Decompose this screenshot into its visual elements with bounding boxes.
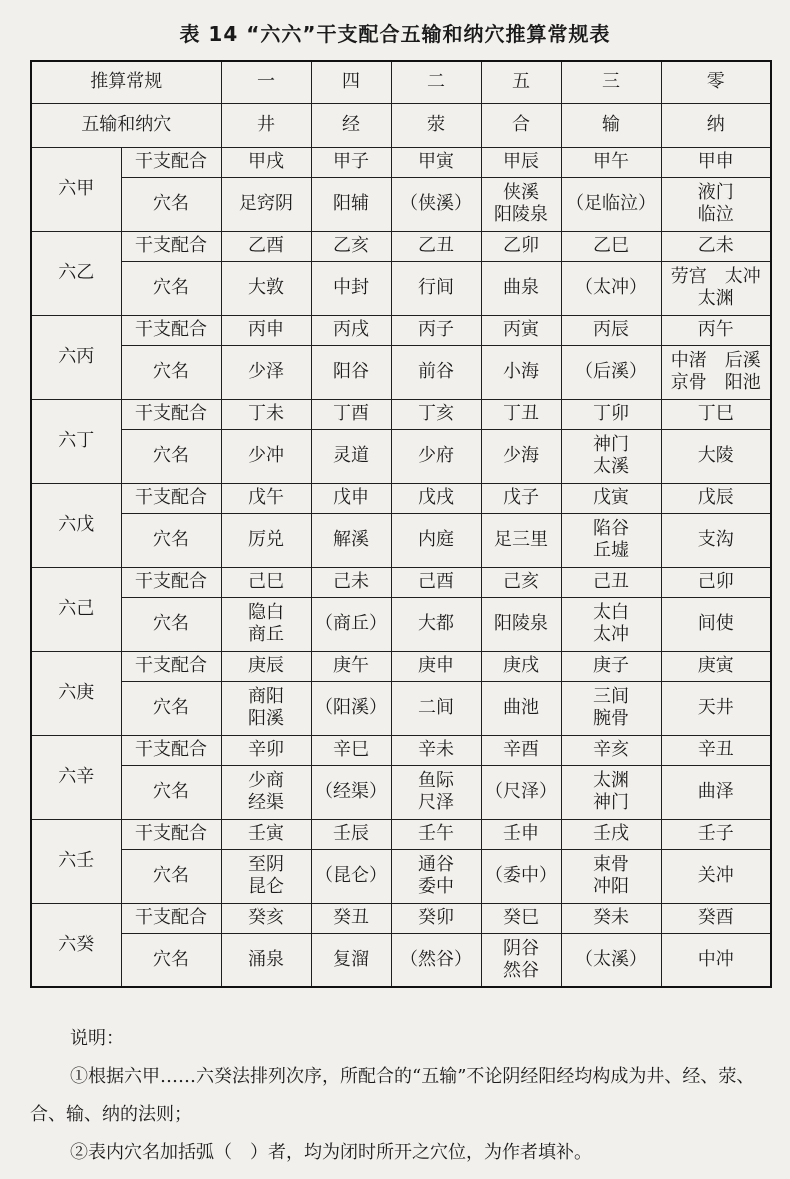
xue-name: 丘墟 <box>593 540 629 561</box>
ganzhi-cell: 癸酉 <box>661 903 771 933</box>
ganzhi-row <box>31 903 771 933</box>
ganzhi-row <box>31 567 771 597</box>
ganzhi-cell: 乙酉 <box>221 231 311 261</box>
xue-cell <box>481 429 561 483</box>
ganzhi-cell: 庚子 <box>561 651 661 681</box>
xue-name: （太溪） <box>575 948 647 970</box>
xue-name: （阳溪） <box>315 697 387 718</box>
xue-name: 太渊 <box>593 770 629 791</box>
wushu-cell: 经 <box>311 103 391 147</box>
ganzhi-cell: 戊子 <box>481 483 561 513</box>
xue-name: 太冲 <box>593 624 629 645</box>
xue-name: 神门 <box>593 792 629 813</box>
xue-cell <box>481 933 561 987</box>
xue-cell <box>661 345 771 399</box>
xue-name: 解溪 <box>333 529 369 550</box>
ganzhi-cell: 丁丑 <box>481 399 561 429</box>
xue-label: 穴名 <box>121 765 221 819</box>
wushu-table <box>30 60 772 988</box>
xue-name: 侠溪 <box>503 182 539 203</box>
xue-name: 陷谷 <box>593 518 629 539</box>
xue-cell <box>221 177 311 231</box>
xue-cell <box>661 597 771 651</box>
xue-cell <box>661 429 771 483</box>
xue-name: 商阳 <box>248 686 284 707</box>
ganzhi-cell: 己卯 <box>661 567 771 597</box>
ganzhi-cell: 己酉 <box>391 567 481 597</box>
xue-cell <box>311 597 391 651</box>
xue-name: 阳谷 <box>333 361 369 382</box>
xue-name: 通谷 <box>418 854 454 875</box>
xue-name: 太溪 <box>593 456 629 477</box>
ganzhi-label: 干支配合 <box>121 735 221 765</box>
xue-row <box>31 345 771 399</box>
xue-row <box>31 429 771 483</box>
xue-name: 三间 <box>593 686 629 707</box>
ganzhi-cell: 癸丑 <box>311 903 391 933</box>
header-row <box>31 61 771 103</box>
wushu-cell: 输 <box>561 103 661 147</box>
xue-label: 穴名 <box>121 261 221 315</box>
xue-row <box>31 513 771 567</box>
ganzhi-cell: 乙丑 <box>391 231 481 261</box>
xue-name: 中冲 <box>697 948 734 970</box>
xue-cell <box>221 681 311 735</box>
ganzhi-cell: 己丑 <box>561 567 661 597</box>
xue-name: 少海 <box>503 445 539 466</box>
ganzhi-cell: 戊寅 <box>561 483 661 513</box>
ganzhi-cell: 戊申 <box>311 483 391 513</box>
xue-cell <box>481 345 561 399</box>
xue-name: （尺泽） <box>485 781 557 802</box>
xue-row <box>31 849 771 903</box>
xue-name: 腕骨 <box>593 708 629 729</box>
note-item: ②表内穴名加括弧（ ）者，均为闭时所开之穴位，为作者填补。 <box>70 1142 592 1163</box>
xue-cell <box>661 261 771 315</box>
xue-name: （委中） <box>485 865 557 886</box>
ganzhi-cell: 庚午 <box>311 651 391 681</box>
xue-name: 阳陵泉 <box>494 204 548 225</box>
xue-name: 委中 <box>418 876 454 897</box>
xue-name: 行间 <box>418 277 454 298</box>
xue-name: 鱼际 <box>418 770 454 791</box>
xue-cell <box>661 681 771 735</box>
xue-name: 至阴 <box>248 854 284 875</box>
notes-head: 说明： <box>70 1028 124 1049</box>
ganzhi-cell: 壬寅 <box>221 819 311 849</box>
xue-cell <box>661 849 771 903</box>
ganzhi-label: 干支配合 <box>121 315 221 345</box>
xue-cell <box>221 849 311 903</box>
xue-name: 液门 <box>697 182 734 203</box>
ganzhi-cell: 壬辰 <box>311 819 391 849</box>
xue-name: 涌泉 <box>248 948 284 970</box>
group-label: 六庚 <box>31 651 121 735</box>
xue-name: 足窍阴 <box>239 193 293 214</box>
xue-name: 内庭 <box>418 529 454 550</box>
notes <box>30 1020 770 1172</box>
ganzhi-cell: 庚申 <box>391 651 481 681</box>
wushu-cell: 井 <box>221 103 311 147</box>
xue-cell <box>221 597 311 651</box>
xue-cell <box>221 765 311 819</box>
ganzhi-cell: 甲子 <box>311 147 391 177</box>
ganzhi-cell: 辛丑 <box>661 735 771 765</box>
xue-name: 束骨 <box>593 854 629 875</box>
xue-cell <box>561 933 661 987</box>
xue-name: 阳辅 <box>333 193 369 214</box>
xue-cell <box>311 177 391 231</box>
ganzhi-label: 干支配合 <box>121 819 221 849</box>
group-label: 六己 <box>31 567 121 651</box>
xue-cell <box>221 513 311 567</box>
xue-name: 太渊 <box>697 288 734 309</box>
ganzhi-cell: 己巳 <box>221 567 311 597</box>
column-header: 一 <box>221 61 311 103</box>
xue-name: 京骨 阳池 <box>670 372 761 393</box>
xue-name: 灵道 <box>333 445 369 466</box>
group-label: 六丙 <box>31 315 121 399</box>
xue-name: （商丘） <box>315 613 387 634</box>
xue-name: 曲池 <box>503 697 539 718</box>
xue-name: （然谷） <box>400 948 472 970</box>
xue-cell <box>661 933 771 987</box>
ganzhi-cell: 庚寅 <box>661 651 771 681</box>
xue-name: 复溜 <box>333 948 369 970</box>
xue-cell <box>661 177 771 231</box>
xue-cell <box>221 933 311 987</box>
xue-cell <box>311 261 391 315</box>
column-header: 三 <box>561 61 661 103</box>
ganzhi-label: 干支配合 <box>121 651 221 681</box>
xue-cell <box>561 177 661 231</box>
xue-name: 大敦 <box>248 277 284 298</box>
xue-cell <box>561 345 661 399</box>
ganzhi-row <box>31 147 771 177</box>
xue-cell <box>221 261 311 315</box>
ganzhi-cell: 辛卯 <box>221 735 311 765</box>
xue-cell <box>391 345 481 399</box>
ganzhi-row <box>31 483 771 513</box>
ganzhi-cell: 癸未 <box>561 903 661 933</box>
xue-name: 少商 <box>248 770 284 791</box>
xue-name: 中渚 后溪 <box>670 350 761 371</box>
xue-row <box>31 933 771 987</box>
xue-label: 穴名 <box>121 681 221 735</box>
ganzhi-cell: 庚戌 <box>481 651 561 681</box>
ganzhi-row <box>31 651 771 681</box>
ganzhi-cell: 癸巳 <box>481 903 561 933</box>
xue-cell <box>391 681 481 735</box>
header-label: 推算常规 <box>31 61 221 103</box>
ganzhi-row <box>31 819 771 849</box>
xue-label: 穴名 <box>121 429 221 483</box>
xue-name: 少泽 <box>248 361 284 382</box>
xue-cell <box>481 849 561 903</box>
xue-cell <box>391 765 481 819</box>
xue-name: 前谷 <box>418 361 454 382</box>
xue-name: （足临泣） <box>566 193 656 214</box>
wushu-cell: 荥 <box>391 103 481 147</box>
xue-cell <box>481 597 561 651</box>
ganzhi-row <box>31 315 771 345</box>
xue-name: （太冲） <box>575 277 647 298</box>
ganzhi-cell: 壬申 <box>481 819 561 849</box>
ganzhi-cell: 己亥 <box>481 567 561 597</box>
xue-name: 隐白 <box>248 602 284 623</box>
column-header: 五 <box>481 61 561 103</box>
xue-cell <box>481 681 561 735</box>
xue-row <box>31 177 771 231</box>
xue-cell <box>481 177 561 231</box>
xue-row <box>31 681 771 735</box>
xue-name: 关冲 <box>697 865 734 886</box>
wushu-row <box>31 103 771 147</box>
ganzhi-cell: 辛亥 <box>561 735 661 765</box>
xue-row <box>31 261 771 315</box>
xue-cell <box>561 513 661 567</box>
ganzhi-cell: 壬戌 <box>561 819 661 849</box>
ganzhi-cell: 丁巳 <box>661 399 771 429</box>
xue-cell <box>311 765 391 819</box>
xue-cell <box>391 597 481 651</box>
group-label: 六甲 <box>31 147 121 231</box>
group-label: 六乙 <box>31 231 121 315</box>
xue-cell <box>221 429 311 483</box>
xue-name: 天井 <box>697 697 734 718</box>
column-header: 零 <box>661 61 771 103</box>
xue-label: 穴名 <box>121 597 221 651</box>
ganzhi-label: 干支配合 <box>121 483 221 513</box>
xue-cell <box>561 681 661 735</box>
xue-name: 曲泉 <box>503 277 539 298</box>
xue-name: 小海 <box>503 361 539 382</box>
xue-name: 大陵 <box>697 445 734 466</box>
xue-name: （侠溪） <box>400 193 472 214</box>
xue-cell <box>391 849 481 903</box>
xue-label: 穴名 <box>121 933 221 987</box>
xue-label: 穴名 <box>121 849 221 903</box>
xue-name: 阴谷 <box>503 937 539 959</box>
ganzhi-cell: 丙午 <box>661 315 771 345</box>
xue-name: 二间 <box>418 697 454 718</box>
wushu-cell: 合 <box>481 103 561 147</box>
xue-name: 中封 <box>333 277 369 298</box>
ganzhi-cell: 甲申 <box>661 147 771 177</box>
xue-cell <box>391 261 481 315</box>
xue-name: 厉兑 <box>248 529 284 550</box>
ganzhi-cell: 丁亥 <box>391 399 481 429</box>
xue-label: 穴名 <box>121 513 221 567</box>
ganzhi-cell: 庚辰 <box>221 651 311 681</box>
ganzhi-cell: 甲寅 <box>391 147 481 177</box>
ganzhi-cell: 丙子 <box>391 315 481 345</box>
ganzhi-cell: 乙未 <box>661 231 771 261</box>
xue-cell <box>221 345 311 399</box>
column-header: 二 <box>391 61 481 103</box>
wushu-label: 五输和纳穴 <box>31 103 221 147</box>
xue-label: 穴名 <box>121 177 221 231</box>
xue-cell <box>561 765 661 819</box>
column-header: 四 <box>311 61 391 103</box>
ganzhi-cell: 丁未 <box>221 399 311 429</box>
group-label: 六戊 <box>31 483 121 567</box>
xue-cell <box>391 513 481 567</box>
xue-cell <box>391 933 481 987</box>
xue-label: 穴名 <box>121 345 221 399</box>
xue-cell <box>481 261 561 315</box>
ganzhi-label: 干支配合 <box>121 147 221 177</box>
xue-name: 神门 <box>593 434 629 455</box>
xue-cell <box>561 849 661 903</box>
xue-cell <box>561 597 661 651</box>
ganzhi-cell: 戊午 <box>221 483 311 513</box>
ganzhi-cell: 甲辰 <box>481 147 561 177</box>
xue-cell <box>391 177 481 231</box>
ganzhi-row <box>31 399 771 429</box>
xue-cell <box>311 429 391 483</box>
ganzhi-cell: 戊辰 <box>661 483 771 513</box>
group-label: 六癸 <box>31 903 121 987</box>
ganzhi-cell: 甲午 <box>561 147 661 177</box>
ganzhi-label: 干支配合 <box>121 399 221 429</box>
ganzhi-cell: 丁酉 <box>311 399 391 429</box>
group-label: 六壬 <box>31 819 121 903</box>
xue-cell <box>311 849 391 903</box>
ganzhi-cell: 戊戌 <box>391 483 481 513</box>
ganzhi-cell: 壬午 <box>391 819 481 849</box>
ganzhi-cell: 辛未 <box>391 735 481 765</box>
ganzhi-cell: 丙申 <box>221 315 311 345</box>
xue-name: 尺泽 <box>418 792 454 813</box>
ganzhi-row <box>31 735 771 765</box>
xue-cell <box>391 429 481 483</box>
xue-cell <box>311 345 391 399</box>
wushu-cell: 纳 <box>661 103 771 147</box>
ganzhi-cell: 乙亥 <box>311 231 391 261</box>
ganzhi-cell: 甲戌 <box>221 147 311 177</box>
xue-cell <box>561 429 661 483</box>
ganzhi-cell: 壬子 <box>661 819 771 849</box>
xue-cell <box>661 513 771 567</box>
ganzhi-label: 干支配合 <box>121 903 221 933</box>
xue-name: （经渠） <box>315 781 387 802</box>
xue-name: 支沟 <box>697 529 734 550</box>
xue-cell <box>481 765 561 819</box>
table-title: 表 14 “六六”干支配合五输和纳穴推算常规表 <box>179 22 611 46</box>
xue-name: 间使 <box>697 613 734 634</box>
xue-name: 阳溪 <box>248 708 284 729</box>
xue-name: （昆仑） <box>315 865 387 886</box>
xue-cell <box>661 765 771 819</box>
xue-name: 劳宫 太冲 <box>670 266 761 287</box>
xue-name: 少府 <box>418 445 454 466</box>
xue-name: （后溪） <box>575 361 647 382</box>
xue-cell <box>311 933 391 987</box>
ganzhi-cell: 丙戌 <box>311 315 391 345</box>
xue-cell <box>311 513 391 567</box>
xue-name: 冲阳 <box>593 876 629 897</box>
xue-name: 大都 <box>418 613 454 634</box>
group-label: 六辛 <box>31 735 121 819</box>
ganzhi-cell: 丙寅 <box>481 315 561 345</box>
xue-name: 经渠 <box>248 792 284 813</box>
group-label: 六丁 <box>31 399 121 483</box>
ganzhi-cell: 癸卯 <box>391 903 481 933</box>
ganzhi-cell: 丙辰 <box>561 315 661 345</box>
xue-name: 少冲 <box>248 445 284 466</box>
xue-cell <box>311 681 391 735</box>
xue-row <box>31 597 771 651</box>
xue-cell <box>561 261 661 315</box>
ganzhi-cell: 己未 <box>311 567 391 597</box>
xue-name: 昆仑 <box>248 876 284 897</box>
xue-name: 然谷 <box>503 959 539 981</box>
ganzhi-label: 干支配合 <box>121 231 221 261</box>
ganzhi-row <box>31 231 771 261</box>
ganzhi-cell: 辛巳 <box>311 735 391 765</box>
ganzhi-cell: 癸亥 <box>221 903 311 933</box>
xue-name: 临泣 <box>697 204 734 225</box>
ganzhi-cell: 丁卯 <box>561 399 661 429</box>
ganzhi-label: 干支配合 <box>121 567 221 597</box>
note-item: ①根据六甲……六癸法排列次序，所配合的“五输”不论阴经阳经均构成为井、经、荥、合、输、纳的法则； <box>30 1066 755 1125</box>
xue-name: 太白 <box>593 602 629 623</box>
ganzhi-cell: 乙卯 <box>481 231 561 261</box>
xue-name: 商丘 <box>248 624 284 645</box>
table-body <box>31 61 771 987</box>
xue-name: 曲泽 <box>697 781 734 802</box>
xue-cell <box>481 513 561 567</box>
xue-name: 阳陵泉 <box>494 613 548 634</box>
ganzhi-cell: 乙巳 <box>561 231 661 261</box>
xue-row <box>31 765 771 819</box>
ganzhi-cell: 辛酉 <box>481 735 561 765</box>
xue-name: 足三里 <box>494 529 548 550</box>
